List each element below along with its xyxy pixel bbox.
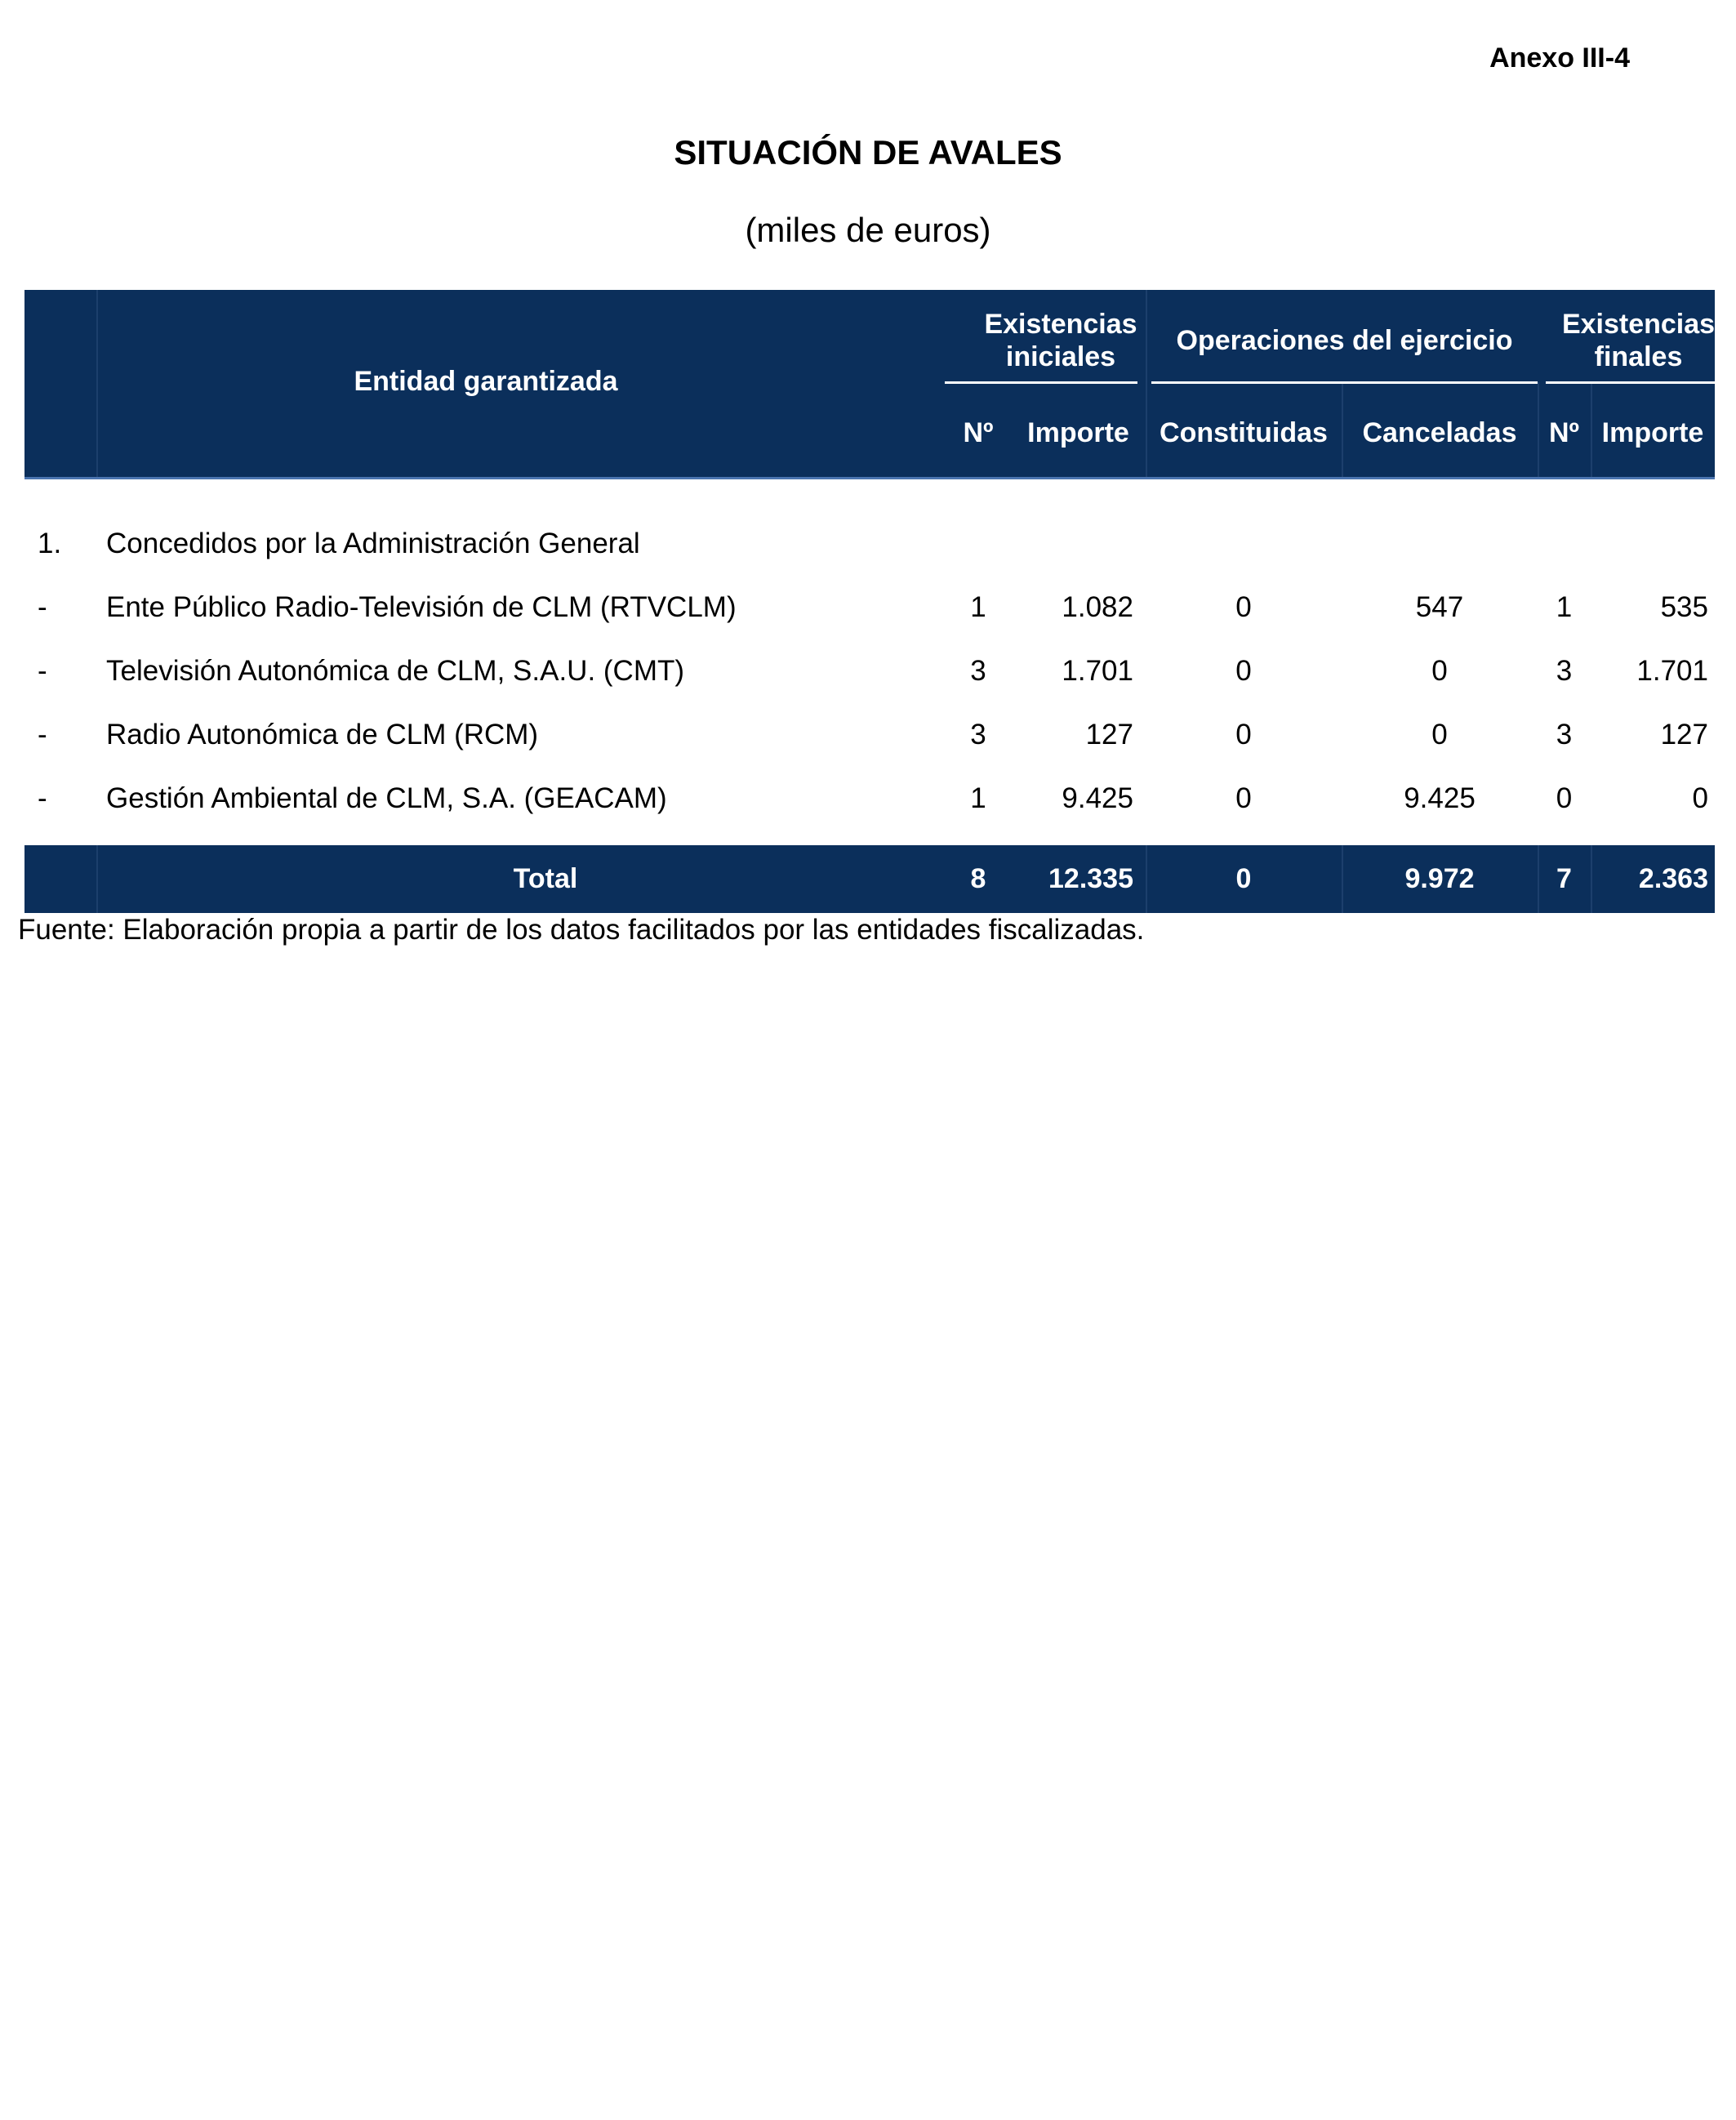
total-initial-no: 8 [970,863,986,894]
header-initial-amount: Importe [1027,417,1129,448]
header-operations-group: Operaciones del ejercicio [1176,325,1513,356]
header-initial-no: Nº [963,417,994,448]
header-final-group: Existencias finales [1561,309,1716,372]
page-subtitle: (miles de euros) [745,211,991,249]
header-final-amount: Importe [1601,417,1704,448]
row-initial-no: 3 [970,719,986,750]
table-row [24,774,1715,823]
section-label: Concedidos por la Administración General [106,528,640,559]
total-initial-amount: 12.335 [1048,863,1133,894]
row-entity: Radio Autonómica de CLM (RCM) [106,719,539,750]
row-constituted: 0 [1235,655,1252,687]
header-rule [1151,381,1538,384]
total-constituted: 0 [1235,863,1252,894]
row-cancelled: 0 [1431,719,1448,750]
header-bottom-border [24,477,1715,479]
row-marker: - [38,719,47,750]
row-final-amount: 535 [1660,591,1708,623]
total-final-no: 7 [1556,863,1572,894]
row-marker: - [38,782,47,814]
row-initial-amount: 1.082 [1062,591,1133,623]
row-final-no: 3 [1556,655,1573,687]
row-entity: Ente Público Radio-Televisión de CLM (RTVCLM) [106,591,737,623]
header-rule [1546,381,1736,384]
row-marker: - [38,591,47,623]
row-final-no: 0 [1556,782,1573,814]
row-constituted: 0 [1235,719,1252,750]
row-initial-no: 3 [970,655,986,687]
row-cancelled: 0 [1431,655,1448,687]
header-rule [945,381,1137,384]
row-final-amount: 0 [1692,782,1708,814]
row-initial-no: 1 [970,591,986,623]
total-cancelled: 9.972 [1404,863,1475,894]
source-note: Fuente: Elaboración propia a partir de los datos facilitados por las entidades fiscalizadas. [18,914,1145,946]
row-final-amount: 1.701 [1636,655,1708,687]
total-row [24,845,1715,913]
row-cancelled: 9.425 [1404,782,1476,814]
row-final-no: 1 [1556,591,1573,623]
row-initial-no: 1 [970,782,986,814]
header-initial-group: Existencias iniciales [984,309,1137,372]
page-title: SITUACIÓN DE AVALES [674,133,1062,171]
header-entity: Entidad garantizada [354,366,618,397]
row-final-amount: 127 [1660,719,1708,750]
section-row [24,519,1715,568]
header-final-no: Nº [1549,417,1579,448]
row-final-no: 3 [1556,719,1573,750]
total-label: Total [513,863,578,894]
row-initial-amount: 127 [1085,719,1133,750]
annex-label: Anexo III-4 [1489,42,1630,73]
table-row [24,583,1715,632]
row-entity: Gestión Ambiental de CLM, S.A. (GEACAM) [106,782,667,814]
row-marker: - [38,655,47,687]
total-final-amount: 2.363 [1638,863,1708,894]
table-row [24,710,1715,759]
table-header [24,290,1715,477]
row-constituted: 0 [1235,591,1252,623]
row-entity: Televisión Autonómica de CLM, S.A.U. (CMT) [106,655,685,687]
row-constituted: 0 [1235,782,1252,814]
header-constituted: Constituidas [1160,417,1328,448]
table-row [24,647,1715,696]
row-initial-amount: 1.701 [1062,655,1133,687]
header-cancelled: Canceladas [1362,417,1517,448]
row-cancelled: 547 [1415,591,1464,623]
row-initial-amount: 9.425 [1062,782,1133,814]
section-marker: 1. [38,528,62,559]
